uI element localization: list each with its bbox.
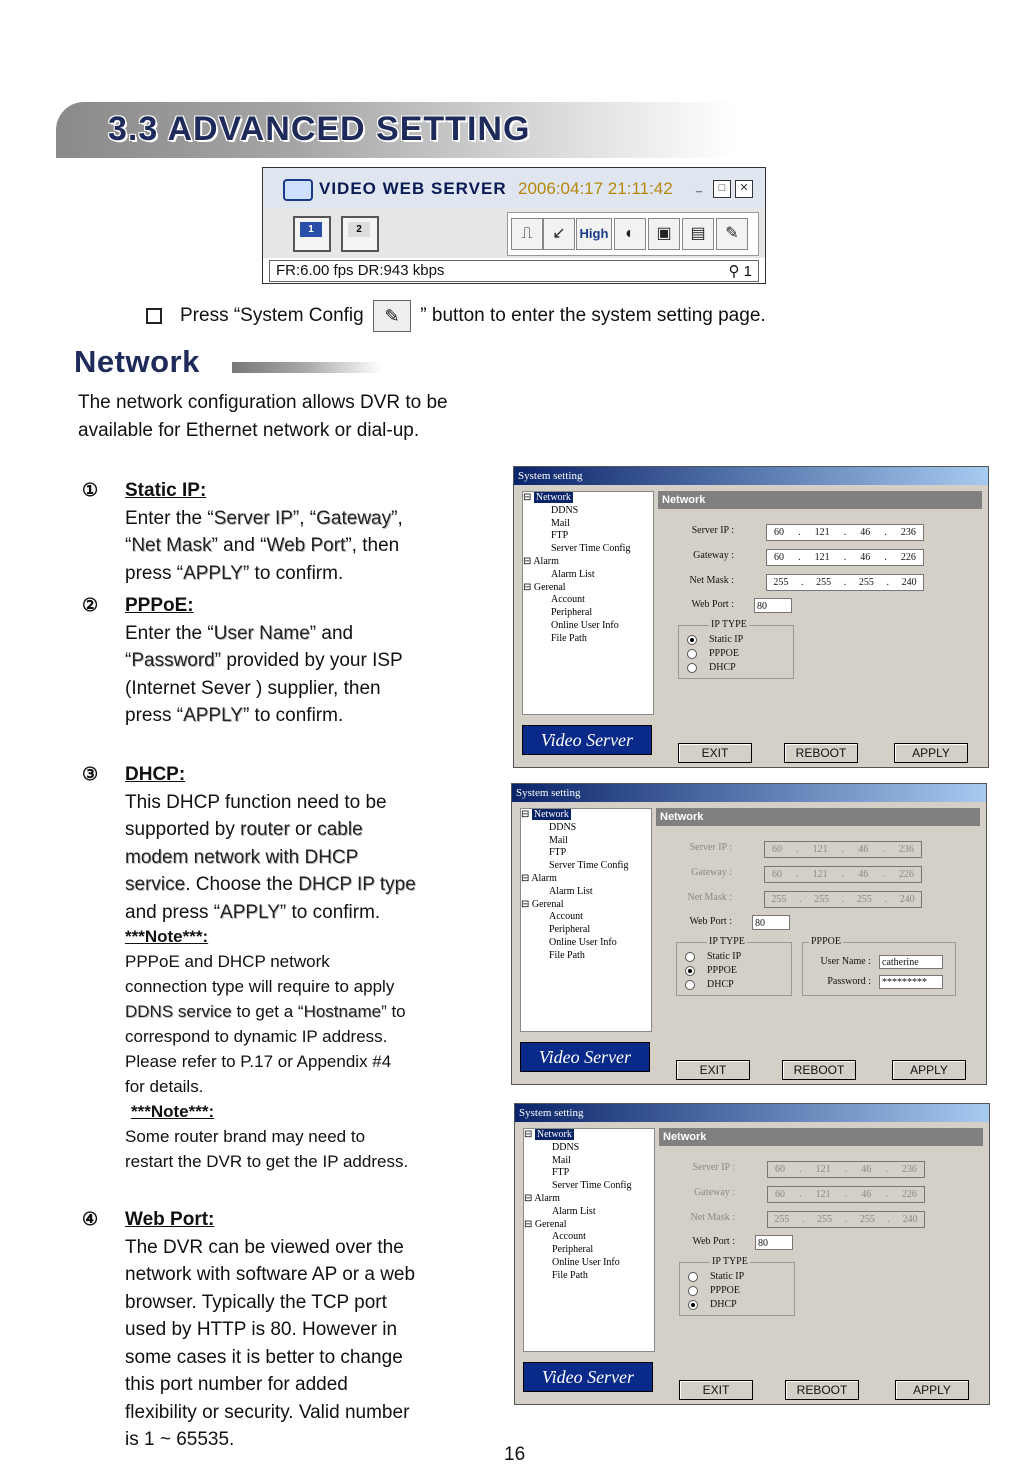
gateway-field[interactable]: 60 . 121 . 46 . 226: [764, 866, 922, 883]
ip-type-dhcp[interactable]: DHCP: [685, 979, 734, 990]
gateway-field[interactable]: 60 . 121 . 46 . 226: [767, 1186, 925, 1203]
tree-item[interactable]: Mail: [549, 834, 568, 846]
tree-item[interactable]: Alarm List: [549, 885, 593, 897]
apply-button[interactable]: APPLY: [894, 743, 968, 763]
radio-icon: [687, 649, 697, 659]
window-title: System setting: [514, 467, 988, 485]
apply-term: APPLY: [183, 562, 243, 584]
radio-icon: [685, 966, 695, 976]
apply-button[interactable]: APPLY: [895, 1380, 969, 1400]
netmask-field[interactable]: 255 . 255 . 255 . 240: [764, 891, 922, 908]
note-line-4: correspond to dynamic IP address.: [125, 1027, 388, 1046]
server-icon: [283, 179, 313, 201]
instruction-after: ” button to enter the system setting page.: [420, 305, 766, 327]
ip-type-static[interactable]: Static IP: [685, 951, 741, 962]
netmask-field[interactable]: 255 . 255 . 255 . 240: [767, 1211, 925, 1228]
dhcp-type-term: DHCP IP type: [298, 874, 416, 895]
gateway-term: Gateway: [316, 507, 392, 529]
radio-icon: [685, 980, 695, 990]
instruction: [146, 300, 766, 332]
tree-item[interactable]: Server Time Config: [549, 860, 629, 872]
section-heading: Network: [74, 344, 200, 379]
network-panel-title: Network: [658, 491, 982, 509]
network-panel: [656, 808, 980, 1030]
tree-item[interactable]: ⊟ Alarm: [524, 1192, 560, 1204]
dhcp-line-3: modem network with DHCP: [125, 846, 359, 868]
radio-icon: [685, 952, 695, 962]
username-label: User Name :: [820, 956, 871, 967]
system-config-icon[interactable]: ✎: [716, 218, 748, 250]
webport-field[interactable]: 80: [754, 598, 792, 613]
frame-rate: FR:6.00 fps DR:943 kbps: [276, 262, 445, 279]
brand-logo: Video Server: [523, 1362, 653, 1392]
tree-item[interactable]: ⊟ Alarm: [521, 872, 557, 884]
radio-icon: [688, 1286, 698, 1296]
ddns-term: DDNS service: [125, 1002, 232, 1021]
reboot-button[interactable]: REBOOT: [782, 1060, 856, 1080]
quality-button[interactable]: High: [576, 218, 612, 250]
viewer-titlebar: [263, 168, 765, 208]
static-ip-section: [125, 477, 485, 587]
ip-type-pppoe[interactable]: PPPOE: [687, 648, 739, 659]
radio-icon: [687, 635, 697, 645]
tree-item[interactable]: ⊟ Alarm: [523, 555, 559, 567]
tree-item[interactable]: File Path: [552, 1269, 588, 1281]
tree-item[interactable]: Peripheral: [551, 607, 593, 619]
web-port-line: this port number for added: [125, 1374, 348, 1395]
user-name-term: User Name: [213, 622, 310, 644]
instruction-before: Press “System Config: [180, 305, 364, 327]
close-button[interactable]: ✕: [735, 180, 753, 198]
static-ip-title: Static IP:: [125, 480, 207, 501]
pppoe-line-1: Enter the “User Name” and: [125, 622, 354, 644]
channel-2-button[interactable]: [341, 216, 379, 252]
ip-type-static[interactable]: Static IP: [687, 634, 743, 645]
webport-field[interactable]: 80: [752, 915, 790, 930]
section-number: ①: [82, 480, 99, 500]
reboot-button[interactable]: REBOOT: [785, 1380, 859, 1400]
server-ip-field[interactable]: 60 . 121 . 46 . 236: [767, 1161, 925, 1178]
brand-logo: Video Server: [522, 725, 652, 755]
ip-type-label: IP TYPE: [712, 1256, 748, 1267]
web-port-line: some cases it is better to change: [125, 1346, 403, 1368]
web-port-section: [125, 1206, 495, 1454]
user-count: [728, 262, 752, 280]
password-term: Password: [131, 650, 215, 671]
web-port-line: browser. Typically the TCP port: [125, 1291, 387, 1313]
password-field[interactable]: *********: [879, 975, 943, 989]
section-number: ③: [82, 764, 99, 784]
ip-type-label: IP TYPE: [709, 936, 745, 947]
ip-type-pppoe[interactable]: PPPOE: [688, 1285, 740, 1296]
pppoe-line-4: press “APPLY” to confirm.: [125, 705, 344, 726]
dhcp-line-4: service. Choose the DHCP IP type: [125, 874, 416, 895]
tree-item[interactable]: Online User Info: [549, 936, 617, 948]
tree-item[interactable]: Mail: [552, 1154, 571, 1166]
service-term: service: [125, 874, 186, 895]
tree-item[interactable]: DDNS: [551, 504, 579, 516]
system-setting-static: [513, 466, 989, 768]
tree-item[interactable]: Account: [549, 911, 583, 923]
film-icon[interactable]: ▤: [682, 218, 714, 250]
note-line-5: Please refer to P.17 or Appendix #4: [125, 1052, 392, 1071]
netmask-field[interactable]: 255 . 255 . 255 . 240: [766, 574, 924, 591]
tree-item[interactable]: Account: [551, 594, 585, 606]
exit-button[interactable]: EXIT: [678, 743, 752, 763]
network-panel: [659, 1128, 983, 1350]
settings-tree: [523, 1128, 655, 1352]
ip-type-pppoe[interactable]: PPPOE: [685, 965, 737, 976]
note2-line-1: Some router brand may need to: [125, 1127, 366, 1146]
radio-icon: [688, 1300, 698, 1310]
window-title: System setting: [515, 1104, 989, 1122]
user-count-value: 1: [743, 263, 752, 280]
gateway-field[interactable]: 60 . 121 . 46 . 226: [766, 549, 924, 566]
webport-field[interactable]: 80: [755, 1235, 793, 1250]
page-number: 16: [504, 1444, 526, 1465]
tree-item[interactable]: Online User Info: [552, 1256, 620, 1268]
status-bar: [269, 260, 759, 282]
ip-type-group: [678, 619, 794, 679]
static-ip-line-1: Enter the “Server IP”, “Gateway”,: [125, 507, 403, 529]
apply-button[interactable]: APPLY: [892, 1060, 966, 1080]
pppoe-title: PPPoE:: [125, 595, 194, 616]
pppoe-group: [802, 936, 956, 996]
dhcp-line-5: and press “APPLY” to confirm.: [125, 901, 381, 923]
brand-logo: Video Server: [520, 1042, 650, 1072]
ip-type-static[interactable]: Static IP: [688, 1271, 744, 1282]
dhcp-section: [125, 761, 495, 926]
exit-button[interactable]: EXIT: [676, 1060, 750, 1080]
tree-item[interactable]: ⊟ Network: [523, 492, 571, 503]
tree-item[interactable]: FTP: [551, 530, 569, 542]
webport-label: Web Port :: [691, 599, 734, 610]
server-ip-field[interactable]: 60 . 121 . 46 . 236: [766, 524, 924, 541]
ip-type-label: IP TYPE: [711, 619, 747, 630]
tree-item[interactable]: File Path: [551, 632, 587, 644]
bullet-box-icon: [146, 308, 162, 324]
viewer-toolbar: [262, 167, 766, 284]
web-port-line: The DVR can be viewed over the: [125, 1236, 404, 1258]
password-label: Password :: [827, 976, 871, 987]
static-ip-line-3: press “APPLY” to confirm.: [125, 562, 344, 584]
tree-item[interactable]: Peripheral: [549, 924, 591, 936]
camera-icon[interactable]: ▣: [648, 218, 680, 250]
network-panel: [658, 491, 982, 713]
pppoe-section: [125, 592, 485, 730]
tree-item[interactable]: Mail: [551, 517, 570, 529]
netmask-label: Net Mask :: [687, 892, 732, 903]
minimize-button[interactable]: _: [695, 181, 703, 193]
tree-item[interactable]: DDNS: [549, 821, 577, 833]
pppoe-line-2: “Password” provided by your ISP: [125, 650, 403, 671]
tree-item[interactable]: DDNS: [552, 1141, 580, 1153]
radio-icon: [687, 663, 697, 673]
settings-tree: [520, 808, 652, 1032]
network-panel-title: Network: [659, 1128, 983, 1146]
tree-item[interactable]: Account: [552, 1231, 586, 1243]
tree-item[interactable]: FTP: [549, 847, 567, 859]
tree-item[interactable]: Alarm List: [552, 1205, 596, 1217]
contrast-icon[interactable]: ◐: [614, 218, 646, 250]
heading-bar: [232, 362, 382, 373]
static-ip-line-2: “Net Mask” and “Web Port”, then: [125, 535, 400, 556]
apply-term: APPLY: [220, 901, 280, 923]
web-port-line: flexibility or security. Valid number: [125, 1401, 410, 1423]
datetime: 2006:04:17 21:11:42: [518, 179, 673, 198]
tree-item[interactable]: Alarm List: [551, 568, 595, 580]
netmask-label: Net Mask :: [689, 575, 734, 586]
gateway-label: Gateway :: [693, 550, 734, 561]
hostname-term: Hostname: [303, 1002, 382, 1021]
tree-item[interactable]: FTP: [552, 1167, 570, 1179]
channel-2-label: 2: [348, 222, 370, 237]
cable-term: cable: [317, 819, 363, 840]
gateway-label: Gateway :: [691, 867, 732, 878]
net-mask-term: Net Mask: [131, 535, 212, 556]
network-icon[interactable]: ⎍: [511, 218, 543, 250]
note-line-3: DDNS service to get a “Hostname” to: [125, 1002, 406, 1021]
note-label: ***Note***:: [125, 927, 209, 946]
ip-type-dhcp[interactable]: DHCP: [687, 662, 736, 673]
dhcp-title: DHCP:: [125, 764, 186, 785]
username-field[interactable]: catherine: [879, 955, 943, 969]
network-panel-title: Network: [656, 808, 980, 826]
note2-line-2: restart the DVR to get the IP address.: [125, 1152, 409, 1171]
dhcp-line-2: supported by router or cable: [125, 819, 363, 840]
pppoe-group-label: PPPOE: [811, 936, 842, 947]
tree-item[interactable]: ⊟ Gerenal: [521, 898, 564, 910]
tree-item[interactable]: File Path: [549, 949, 585, 961]
tree-item[interactable]: ⊟ Network: [524, 1129, 572, 1140]
ip-type-dhcp[interactable]: DHCP: [688, 1299, 737, 1310]
web-port-title: Web Port:: [125, 1209, 215, 1230]
tree-item[interactable]: ⊟ Gerenal: [524, 1218, 567, 1230]
web-port-line: network with software AP or a web: [125, 1264, 416, 1285]
tree-item[interactable]: Online User Info: [551, 619, 619, 631]
server-ip-term: Server IP: [213, 507, 293, 529]
window-title: System setting: [512, 784, 986, 802]
server-ip-label: Server IP :: [691, 525, 734, 536]
note-line-1: PPPoE and DHCP network: [125, 952, 330, 971]
section-number: ④: [82, 1209, 99, 1229]
tree-item[interactable]: ⊟ Network: [521, 809, 569, 820]
page-title: 3.3 ADVANCED SETTING: [108, 110, 531, 148]
tree-item[interactable]: ⊟ Gerenal: [523, 581, 566, 593]
exit-button[interactable]: EXIT: [679, 1380, 753, 1400]
tree-item[interactable]: Peripheral: [552, 1244, 594, 1256]
app-name: VIDEO WEB SERVER: [319, 179, 507, 198]
system-setting-dhcp: [514, 1103, 990, 1405]
intro-paragraph: The network configuration allows DVR to be available for Ethernet network or dial-up.: [78, 392, 448, 441]
server-ip-field[interactable]: 60 . 121 . 46 . 236: [764, 841, 922, 858]
section-number: ②: [82, 595, 99, 615]
dhcp-line-1: This DHCP function need to be: [125, 791, 387, 813]
settings-tree: [522, 491, 654, 715]
gateway-label: Gateway :: [694, 1187, 735, 1198]
webport-label: Web Port :: [692, 1236, 735, 1247]
apply-term: APPLY: [183, 705, 243, 726]
netmask-label: Net Mask :: [690, 1212, 735, 1223]
web-port-line: is 1 ~ 65535.: [125, 1429, 235, 1450]
tree-item[interactable]: Server Time Config: [552, 1180, 632, 1192]
user-icon: ⚲: [728, 263, 740, 280]
radio-icon: [688, 1272, 698, 1282]
note-line-6: for details.: [125, 1077, 204, 1096]
tree-item[interactable]: Server Time Config: [551, 543, 631, 555]
viewer-controls: [263, 208, 765, 258]
ip-type-group: [676, 936, 792, 996]
note-label: ***Note***:: [131, 1102, 215, 1121]
pppoe-line-3: (Internet Sever ) supplier, then: [125, 677, 381, 699]
web-port-term: Web Port: [266, 535, 346, 556]
router-term: router: [240, 819, 290, 840]
channel-1-label: 1: [300, 222, 322, 237]
reboot-button[interactable]: REBOOT: [784, 743, 858, 763]
system-config-icon: ✎: [373, 300, 411, 332]
system-setting-pppoe: [511, 783, 987, 1085]
maximize-button[interactable]: □: [713, 180, 731, 198]
web-port-line: used by HTTP is 80. However in: [125, 1319, 398, 1340]
ip-type-group: [679, 1256, 795, 1316]
snapshot-arrow-icon[interactable]: ↙: [543, 218, 575, 250]
channel-1-button[interactable]: [293, 216, 331, 252]
dhcp-note: [125, 924, 495, 1174]
server-ip-label: Server IP :: [692, 1162, 735, 1173]
server-ip-label: Server IP :: [689, 842, 732, 853]
note-line-2: connection type will require to apply: [125, 977, 395, 996]
webport-label: Web Port :: [689, 916, 732, 927]
